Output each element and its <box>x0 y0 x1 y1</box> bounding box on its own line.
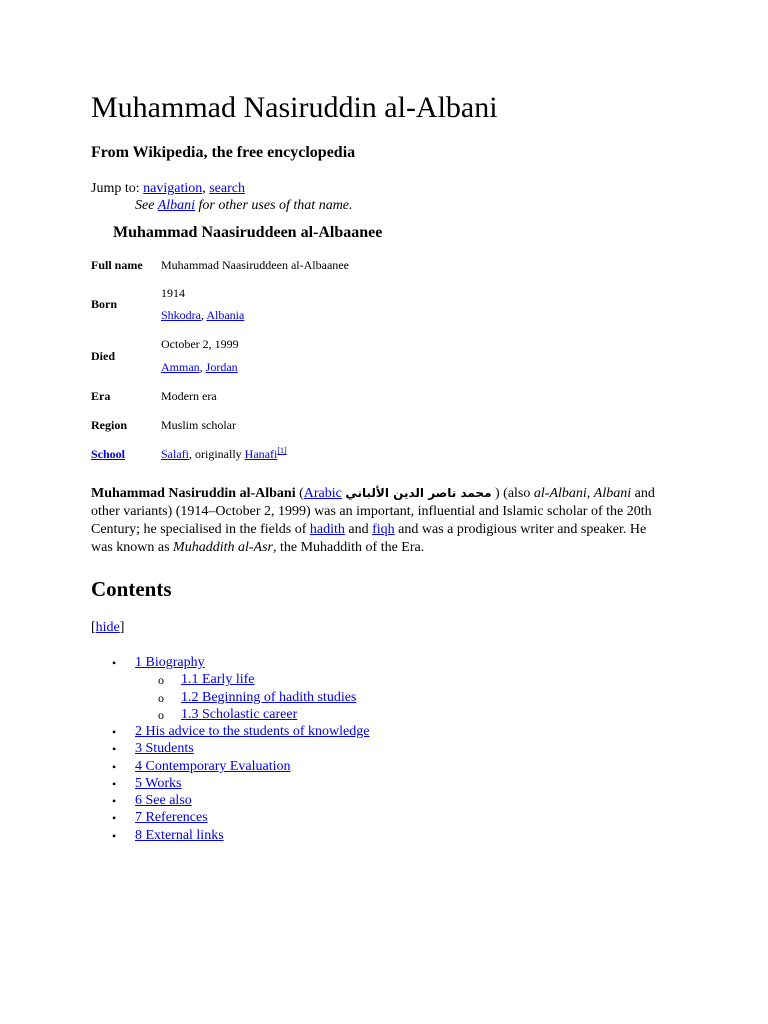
page-subtitle: From Wikipedia, the free encyclopedia <box>91 144 356 161</box>
bullet-icon: • <box>112 777 117 791</box>
infobox-region-value: Muslim scholar <box>161 418 236 432</box>
circle-bullet-icon: o <box>158 691 164 705</box>
school-middle-text: , originally <box>189 447 245 461</box>
epithet: Muhaddith al-Asr <box>173 540 273 555</box>
bullet-icon: • <box>112 725 117 739</box>
toc-item-hadith-studies[interactable]: 1.2 Beginning of hadith studies <box>181 690 357 705</box>
amman-link[interactable]: Amman <box>161 360 200 374</box>
died-place-separator: , <box>199 360 206 374</box>
subject-name: Muhammad Nasiruddin al-Albani <box>91 486 296 501</box>
arabic-name: محمد ناصر الدين الألباني <box>345 486 492 500</box>
contents-heading: Contents <box>91 577 172 601</box>
hide-open-bracket: [ <box>91 620 96 635</box>
circle-bullet-icon: o <box>158 708 164 722</box>
hatnote-pre: See <box>135 198 158 213</box>
hide-toc-link[interactable]: hide <box>95 620 120 635</box>
bullet-icon: • <box>112 829 117 843</box>
hide-close-bracket: ] <box>119 620 125 635</box>
infobox-full-name-label: Full name <box>91 258 143 272</box>
jump-to-line <box>91 180 245 198</box>
toc-item-see-also[interactable]: 6 See also <box>135 793 192 808</box>
intro-text-3: , the Muhaddith of the Era. <box>273 540 425 555</box>
intro-paragraph <box>91 484 671 557</box>
navigation-link[interactable]: navigation <box>143 181 203 196</box>
intro-text-2: and was a prodigious writer and speaker. He was known as <box>91 522 647 555</box>
infobox-region-label: Region <box>91 418 127 432</box>
page-title: Muhammad Nasiruddin al-Albani <box>91 91 498 124</box>
toc-item-biography[interactable]: 1 Biography <box>135 655 205 670</box>
hatnote <box>135 197 353 215</box>
alt-name-1: al-Albani <box>533 486 587 501</box>
hanafi-link[interactable]: Hanafi <box>244 447 278 461</box>
infobox-caption: Muhammad Naasiruddeen al-Albaanee <box>113 224 383 241</box>
infobox-born-date: 1914 <box>161 286 185 300</box>
infobox-school-value <box>161 447 287 462</box>
toc-item-contemporary-evaluation[interactable]: 4 Contemporary Evaluation <box>135 759 291 774</box>
infobox-died-label: Died <box>91 349 115 363</box>
toc-item-references[interactable]: 7 References <box>135 810 208 825</box>
infobox-born-label: Born <box>91 297 118 311</box>
jordan-link[interactable]: Jordan <box>205 360 238 374</box>
fiqh-link[interactable]: fiqh <box>372 522 395 537</box>
toc-item-students[interactable]: 3 Students <box>135 741 194 756</box>
jump-separator: , <box>202 181 210 196</box>
salafi-link[interactable]: Salafi <box>161 447 189 461</box>
toc-item-works[interactable]: 5 Works <box>135 776 182 791</box>
infobox-died-place <box>161 360 238 375</box>
infobox-died-date: October 2, 1999 <box>161 337 239 351</box>
intro-comma: , <box>586 486 594 501</box>
infobox-full-name-value: Muhammad Naasiruddeen al-Albaanee <box>161 258 349 272</box>
circle-bullet-icon: o <box>158 673 164 687</box>
shkodra-link[interactable]: Shkodra <box>161 308 201 322</box>
hatnote-post: for other uses of that name. <box>195 198 353 213</box>
arabic-link[interactable]: Arabic <box>303 486 342 501</box>
hadith-link[interactable]: hadith <box>309 522 345 537</box>
toc-item-advice[interactable]: 2 His advice to the students of knowledge <box>135 724 370 739</box>
intro-also: ) (also <box>491 486 534 501</box>
toc-item-early-life[interactable]: 1.1 Early life <box>181 672 255 687</box>
intro-and: and <box>344 522 373 537</box>
infobox-school-label <box>91 447 125 462</box>
toc-item-scholastic-career[interactable]: 1.3 Scholastic career <box>181 707 298 722</box>
infobox-era-label: Era <box>91 389 111 403</box>
alt-name-2: Albani <box>593 486 632 501</box>
albani-disambiguation-link[interactable]: Albani <box>157 198 196 213</box>
school-link[interactable]: School <box>91 447 126 461</box>
bullet-icon: • <box>112 742 117 756</box>
intro-text-1: and other variants) (1914–October 2, 1999) was an important, influential and Islamic scholar of the 20th Century; he specialised in the fields of <box>91 486 655 537</box>
bullet-icon: • <box>112 656 117 670</box>
toc-toggle <box>91 619 124 637</box>
bullet-icon: • <box>112 811 117 825</box>
infobox-era-value: Modern era <box>161 389 217 403</box>
infobox-born-place <box>161 308 244 323</box>
intro-open-paren: ( <box>295 486 304 501</box>
bullet-icon: • <box>112 760 117 774</box>
born-place-separator: , <box>201 308 207 322</box>
toc-item-external-links[interactable]: 8 External links <box>135 828 224 843</box>
bullet-icon: • <box>112 794 117 808</box>
albania-link[interactable]: Albania <box>206 308 245 322</box>
reference-1-link[interactable]: [1] <box>277 446 287 455</box>
jump-to-label: Jump to: <box>91 181 144 196</box>
search-link[interactable]: search <box>209 181 245 196</box>
